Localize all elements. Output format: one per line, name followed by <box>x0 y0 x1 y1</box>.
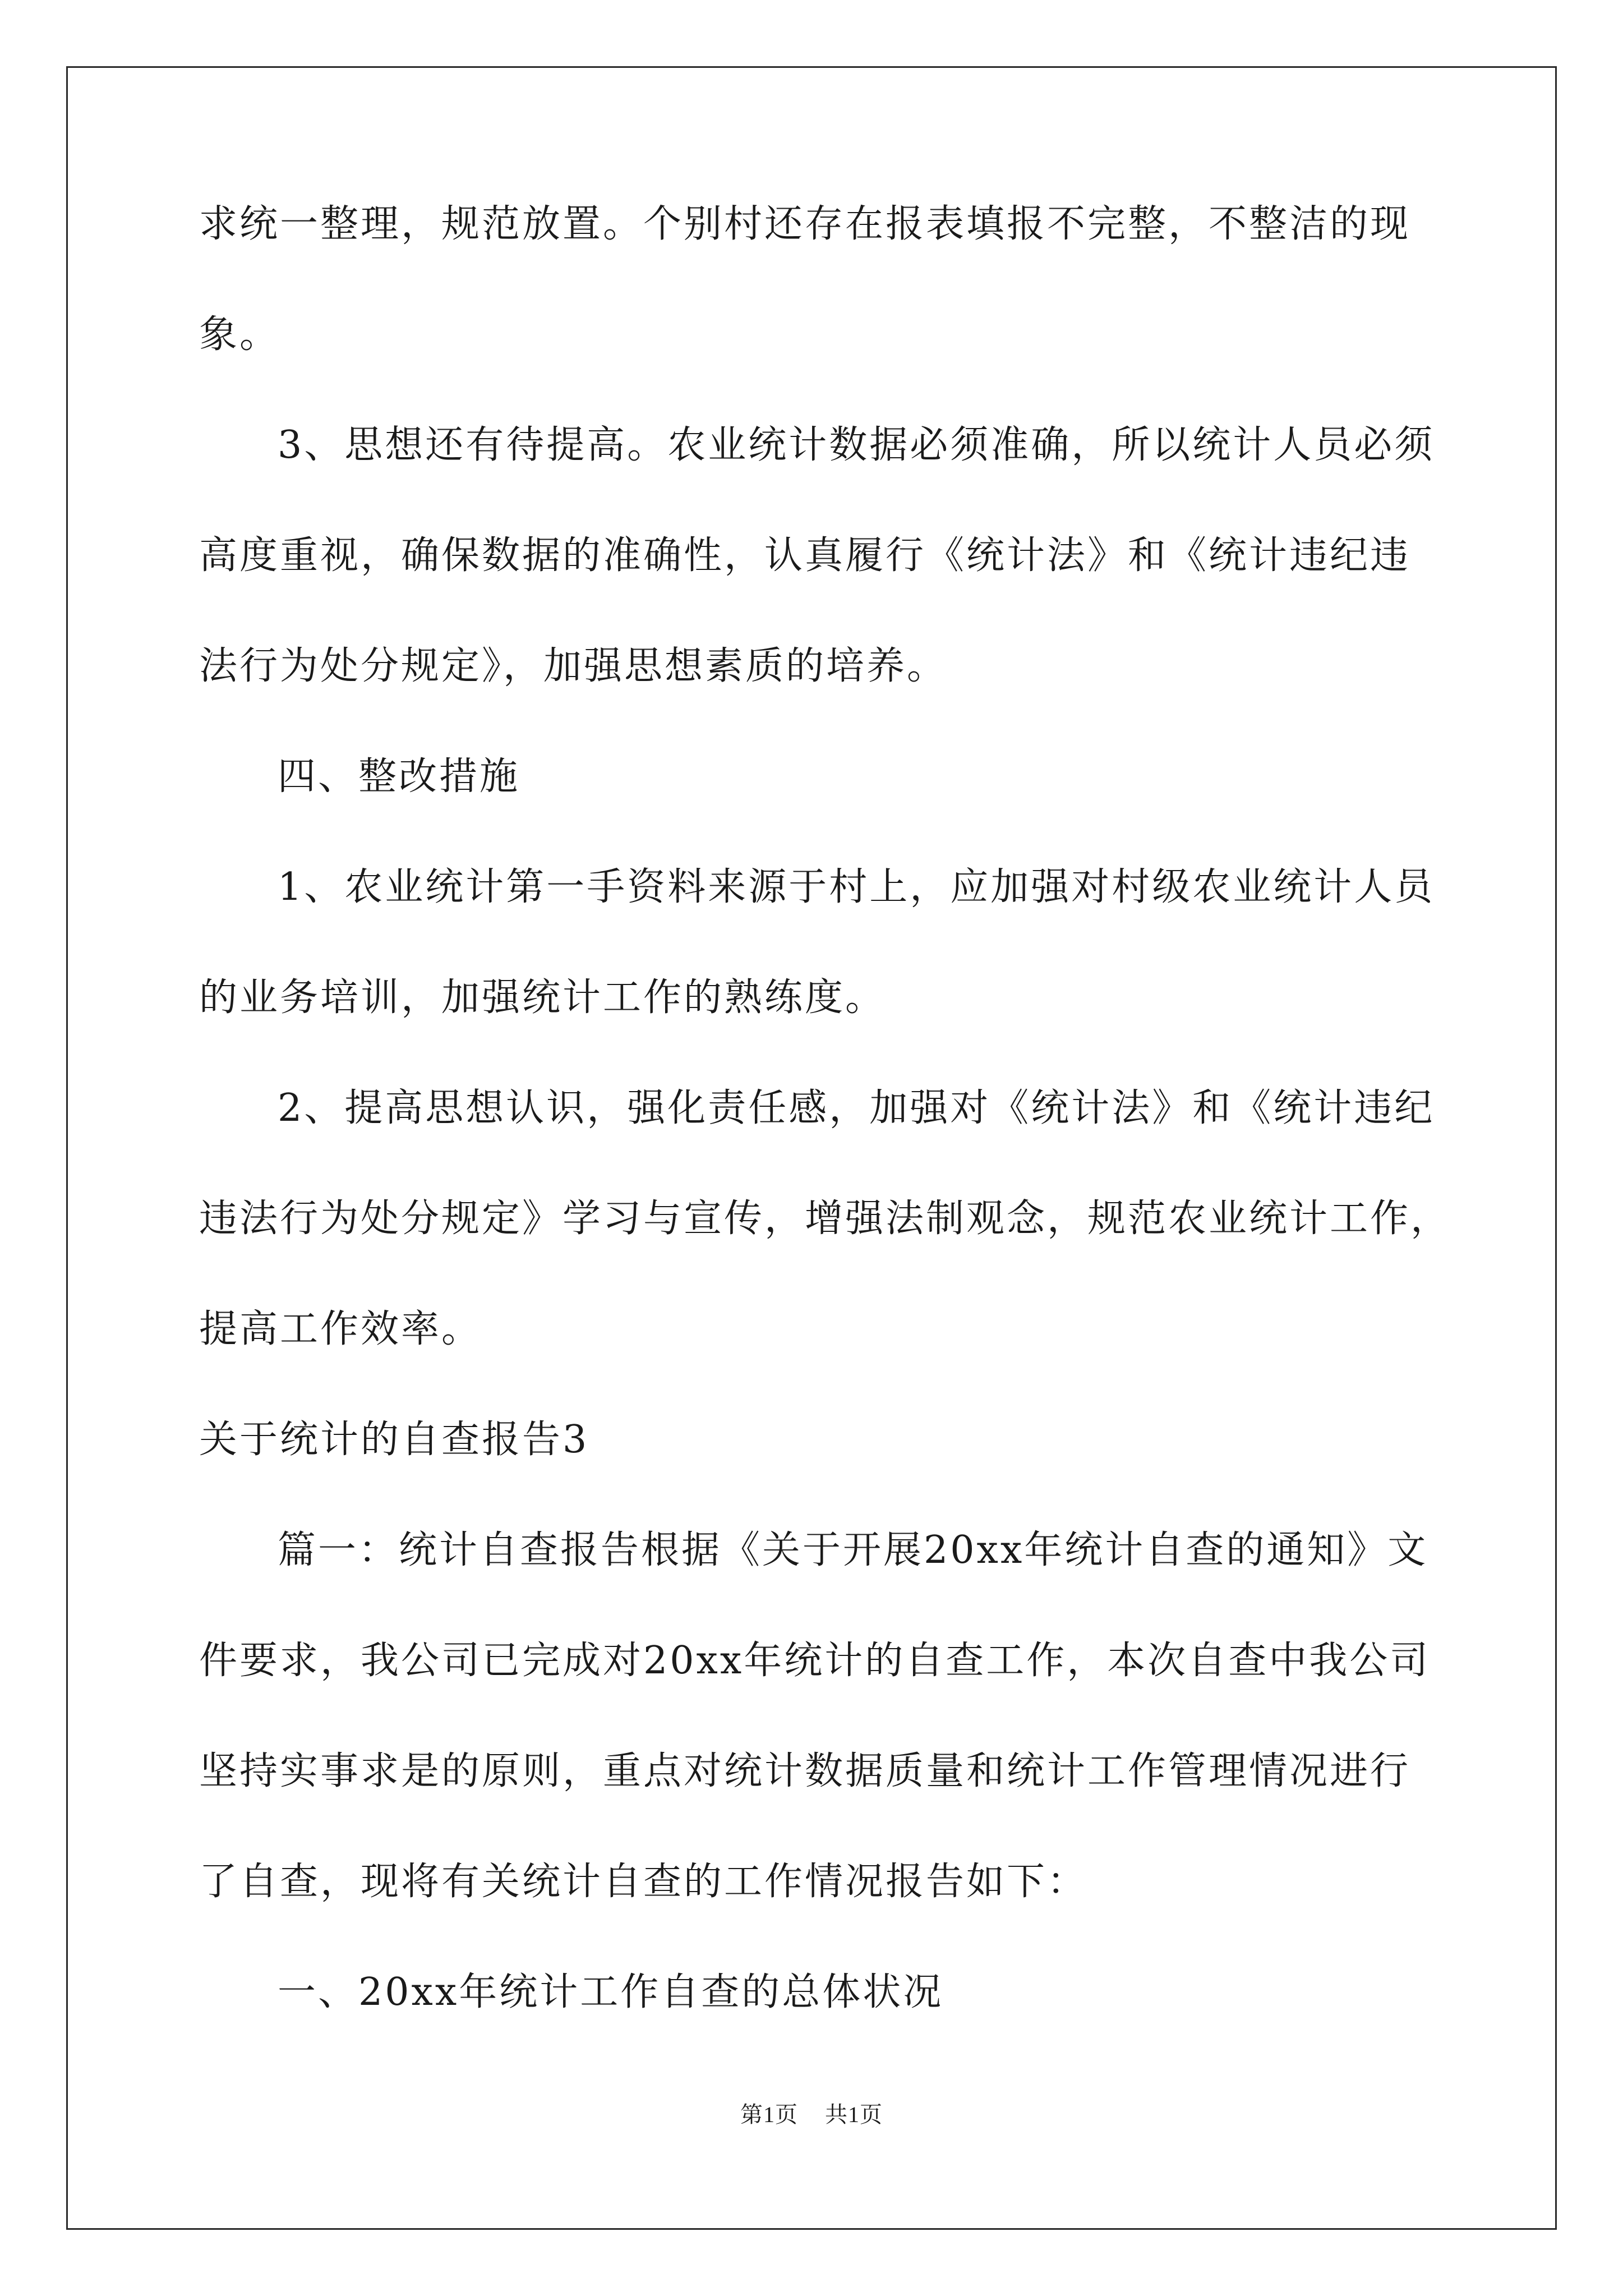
paragraph-line: 了自查，现将有关统计自查的工作情况报告如下： <box>199 1860 1088 1904</box>
page-footer <box>0 2101 1623 2129</box>
paragraph-line: 法行为处分规定》，加强思想素质的培养。 <box>199 644 948 688</box>
paragraph-line: 坚持实事求是的原则，重点对统计数据质量和统计工作管理情况进行 <box>199 1749 1411 1793</box>
paragraph-line: 2、提高思想认识，强化责任感，加强对《统计法》和《统计违纪 <box>278 1086 1435 1130</box>
page-total: 共1页 <box>825 2102 883 2127</box>
paragraph-line: 求统一整理，规范放置。个别村还存在报表填报不完整，不整洁的现 <box>199 202 1411 246</box>
paragraph-line: 提高工作效率。 <box>199 1307 482 1351</box>
section-heading: 四、整改措施 <box>278 754 520 799</box>
paragraph-line: 3、思想还有待提高。农业统计数据必须准确，所以统计人员必须 <box>278 423 1435 467</box>
document-title: 关于统计的自查报告3 <box>199 1418 589 1462</box>
paragraph-line: 违法行为处分规定》学习与宣传，增强法制观念，规范农业统计工作， <box>199 1197 1451 1241</box>
paragraph-line: 高度重视，确保数据的准确性，认真履行《统计法》和《统计违纪违 <box>199 533 1411 578</box>
paragraph-line: 的业务培训，加强统计工作的熟练度。 <box>199 976 886 1020</box>
document-body <box>199 196 1451 2021</box>
paragraph-line: 1、农业统计第一手资料来源于村上，应加强对村级农业统计人员 <box>278 865 1435 909</box>
paragraph-line: 篇一：统计自查报告根据《关于开展20xx年统计自查的通知》文 <box>278 1528 1428 1572</box>
section-heading: 一、20xx年统计工作自查的总体状况 <box>278 1970 944 2014</box>
paragraph-line: 象。 <box>199 312 280 357</box>
page-number: 第1页 <box>740 2102 798 2127</box>
paragraph-line: 件要求，我公司已完成对20xx年统计的自查工作，本次自查中我公司 <box>199 1639 1431 1683</box>
